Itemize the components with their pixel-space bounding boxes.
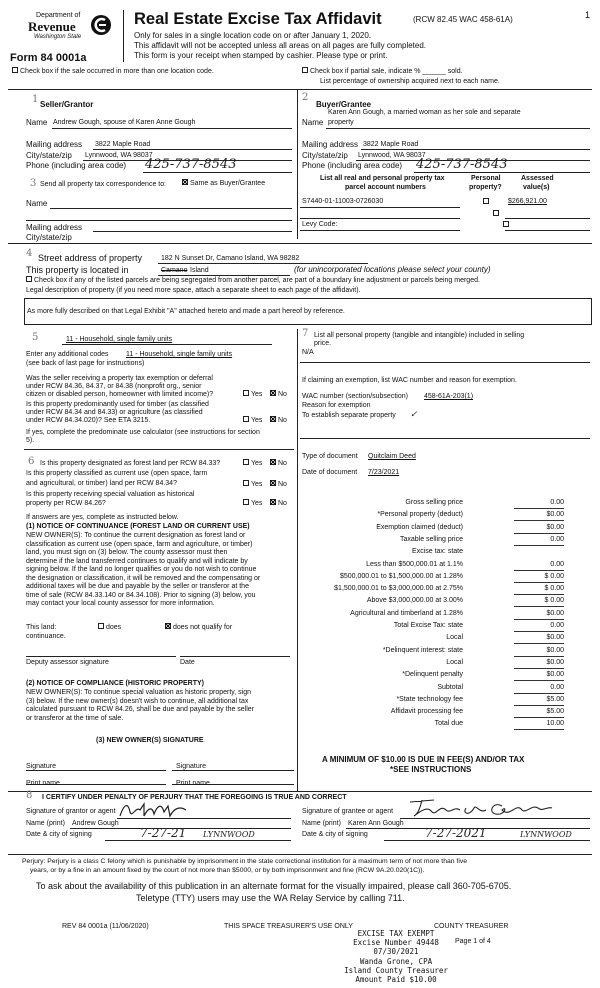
multi-location-label: Check box if the sale occurred in more than one location code.	[20, 68, 214, 75]
calc-row-value[interactable]: $ 0.00	[544, 597, 564, 605]
calc-row-value[interactable]: 0.00	[550, 683, 564, 691]
section-2-number: 2	[302, 92, 309, 103]
personal-head2: property?	[469, 184, 502, 191]
street-label: Street address of property	[38, 253, 143, 263]
assessed-head2: value(s)	[523, 184, 550, 191]
sec6-answer-note: If answers are yes, complete as instructed below.	[26, 514, 179, 521]
grantee-date-city-label: Date & city of signing	[302, 831, 368, 838]
yes-label: Yes	[251, 460, 263, 467]
multi-location-checkbox[interactable]	[12, 68, 214, 76]
same-as-buyer-checkbox[interactable]	[182, 180, 265, 188]
personal-head1: Personal	[471, 175, 501, 182]
grantor-name-label: Name (print)	[26, 820, 65, 827]
notice-line: the designation or classification, it will be removed and the compensating or	[26, 574, 261, 582]
calc-row-value[interactable]: $0.00	[546, 634, 564, 642]
seller-heading: Seller/Grantor	[40, 100, 94, 109]
form-title: Real Estate Excise Tax Affidavit	[134, 10, 382, 28]
section-3-number: 3	[30, 178, 37, 189]
calc-row-label: Taxable selling price	[399, 535, 463, 543]
notice-line: additional taxes will be due and payable by the seller or transferor at the	[26, 583, 249, 591]
calc-row-value[interactable]: $0.00	[546, 671, 564, 679]
stamp-line: EXCISE TAX EXEMPT	[357, 929, 435, 938]
buyer-name-extra: Karen Ann Gough, a married woman as her sole and separate	[328, 109, 521, 116]
seller-city-label: City/state/zip	[26, 151, 72, 160]
see-back-note: (see back of last page for instructions)	[26, 360, 145, 367]
buyer-phone-label: Phone (including area code)	[302, 161, 403, 170]
calc-row-value[interactable]: $0.00	[546, 609, 564, 617]
stamp-line: Wanda Grone, CPA	[359, 956, 433, 966]
calc-row-label: Agricultural and timberland at 1.28%	[350, 609, 463, 617]
calc-row-value[interactable]: $0.00	[546, 646, 564, 654]
form-number: Form 84 0001a	[10, 52, 87, 64]
assessed-head1: Assessed	[521, 175, 554, 182]
located-value[interactable]: Island	[190, 267, 209, 274]
section-1-number: 1	[32, 94, 39, 105]
revision-label: REV 84 0001a (11/06/2020)	[62, 923, 149, 930]
new-owner-signature-heading: (3) NEW OWNER(S) SIGNATURE	[96, 737, 204, 744]
use-code[interactable]: 11 - Household, single family units	[66, 336, 173, 343]
doc-type-label: Type of document	[302, 453, 358, 460]
buyer-mail-label: Mailing address	[302, 140, 359, 149]
rcw-reference: (RCW 82.45 WAC 458-61A)	[413, 15, 513, 24]
reason-label: Reason for exemption	[302, 402, 371, 409]
print-name-label-1: Print name	[26, 780, 60, 787]
does-not-label: does not qualify for	[173, 624, 233, 631]
perjury-line1: Perjury: Perjury is a class C felony which is punishable by imprisonment in the state correctional institution for a maximum term of not more than five	[22, 858, 468, 865]
calc-row-value[interactable]: $ 0.00	[544, 572, 564, 580]
alt-format-line1: To ask about the availability of this publication in an alternate format for the visually impaired, please call 360-705-6705.	[36, 881, 512, 891]
notice-historic-heading: (2) NOTICE OF COMPLIANCE (HISTORIC PROPERTY)	[26, 680, 204, 687]
notice-line: classification as current use (open space, farm and agriculture, or timber)	[26, 540, 253, 548]
notice-line: land, you must sign on (3) below. The county assessor must then	[26, 549, 228, 557]
revenue-logo-mark	[90, 14, 112, 36]
stamp-line: 07/30/2021	[373, 947, 419, 957]
correspondence-city-label: City/state/zip	[26, 233, 72, 242]
notice-line: or transferor at the time of sale.	[26, 714, 124, 722]
sec6-q3-yes[interactable]	[243, 500, 262, 508]
signature-label-2: Signature	[176, 763, 206, 770]
header-line2: This affidavit will not be accepted unless all areas on all pages are fully completed.	[134, 41, 427, 50]
calc-row-label: Less than $500,000.01 at 1.1%	[366, 560, 463, 568]
grantee-name[interactable]: Karen Ann Gough	[348, 820, 404, 827]
calc-row-value[interactable]: $0.00	[546, 658, 564, 666]
wac-label: WAC number (section/subsection)	[302, 393, 408, 400]
calc-row-value[interactable]: 10.00	[546, 720, 564, 728]
stamp-line: Amount Paid $10.00	[355, 975, 437, 985]
calc-row-label: Local	[446, 658, 463, 666]
notice-line: calculated pursuant to RCW 84.26, shall be due and payable by the seller	[26, 706, 255, 713]
seller-city[interactable]: Lynnwood, WA 98037	[85, 152, 153, 159]
calc-row-value[interactable]: $5.00	[546, 708, 564, 716]
street-value[interactable]: 182 N Sunset Dr, Camano Island, WA 98282	[161, 255, 300, 262]
stamp-line: Excise Number 49448	[353, 938, 439, 948]
county-treasurer-label: COUNTY TREASURER	[434, 923, 509, 930]
notice-line: NEW OWNER(S): To continue the current designation as forest land or	[26, 532, 246, 539]
doc-date-label: Date of document	[302, 469, 358, 476]
notice-line: may contact your local county assessor for more information.	[26, 600, 215, 608]
legal-description-text: As more fully described on that Legal Exhibit "A" attached hereto and made a part hereof by reference.	[27, 308, 345, 315]
does-label: does	[106, 624, 122, 631]
continuance-label: continuance.	[26, 633, 66, 640]
ownership-note: List percentage of ownership acquired next to each name.	[320, 78, 500, 85]
signature-label-1: Signature	[26, 763, 56, 770]
calc-row-label: Excise tax: state	[412, 548, 463, 556]
section-6-number: 6	[28, 456, 35, 467]
additional-codes-value[interactable]: 11 - Household, single family units	[126, 351, 233, 358]
seller-phone-label: Phone (including area code)	[26, 161, 127, 170]
dept-line2: Revenue	[28, 19, 76, 34]
notice-line: signing below. If the land no longer qualifies or you do not wish to continue	[26, 566, 257, 574]
grantor-date[interactable]: 7-27-21	[140, 826, 187, 840]
calc-row-label: $500,000.01 to $1,500,000.00 at 1.28%	[340, 572, 463, 580]
legal-description-box[interactable]	[24, 298, 592, 325]
section-7-number: 7	[302, 328, 309, 339]
personal-property-value[interactable]: N/A	[302, 349, 314, 356]
sec5-q2c: under RCW 84.34.020)? See ETA 3215.	[26, 417, 151, 424]
parcel-head1: List all real and personal property tax	[320, 175, 445, 182]
treasurer-space-label: THIS SPACE TREASURER'S USE ONLY	[224, 923, 353, 930]
sec6-q2a: Is this property classified as current use (open space, farm	[26, 470, 208, 477]
sec6-q3a: Is this property receiving special valuation as historical	[26, 491, 195, 498]
notice-line: NEW OWNER(S): To continue special valuation as historic property, sign	[26, 689, 251, 696]
grantor-name[interactable]: Andrew Gough	[72, 820, 119, 827]
personal-property-checkbox-3[interactable]	[503, 221, 509, 227]
grantee-date[interactable]: 7-27-2021	[425, 826, 487, 840]
buyer-city[interactable]: Lynnwood, WA 98037	[358, 152, 426, 159]
header-line3: This form is your receipt when stamped by cashier. Please type or print.	[134, 51, 388, 60]
sec6-q1-yes[interactable]	[243, 460, 262, 468]
calc-row-label: *Personal property (deduct)	[377, 511, 463, 519]
sec5-q1a: Was the seller receiving a property tax exemption or deferral	[26, 375, 213, 382]
minimum-due-note: A MINIMUM OF $10.00 IS DUE IN FEE(S) AND/OR TAX	[322, 755, 525, 764]
check-mark-icon: ✓	[410, 410, 418, 420]
yes-label: Yes	[251, 481, 263, 488]
seller-phone[interactable]: 425-737-8543	[145, 157, 237, 172]
sec6-q2-no[interactable]	[270, 481, 287, 489]
calc-row-label: Local	[446, 634, 463, 642]
doc-date-value[interactable]: 7/23/2021	[368, 469, 400, 476]
grantor-city[interactable]: LYNNWOOD	[203, 830, 255, 839]
calc-row-value[interactable]: $ 0.00	[544, 585, 564, 593]
exemption-label: If claiming an exemption, list WAC number and reason for exemption.	[302, 377, 517, 384]
unincorporated-note: (for unincorporated locations please select your county)	[294, 265, 491, 274]
calc-row-value[interactable]: 0.00	[550, 535, 564, 543]
grantee-city[interactable]: LYNNWOOD	[520, 830, 572, 839]
segregated-label: Check box if any of the listed parcels are being segregated from another parcel, are part of a boundary line adjustment or parcels being merged.	[34, 277, 480, 284]
sec6-q1: Is this property designated as forest land per RCW 84.33?	[40, 460, 221, 467]
buyer-phone[interactable]: 425-737-8543	[416, 157, 508, 172]
section-8-number: 8	[26, 790, 33, 801]
calc-row-value[interactable]: $5.00	[546, 695, 564, 703]
personal-property-checkbox-2[interactable]	[493, 210, 499, 216]
calc-row-label: *Delinquent penalty	[402, 671, 463, 679]
corner-mark: 1	[585, 10, 591, 20]
sec5-q1c: citizen or disabled person, homeowner with limited income)?	[26, 391, 214, 398]
grantor-signature[interactable]	[118, 800, 188, 820]
perjury-line2: years, or by a fine in an amount fixed by the court of not more than $5000, or by both imprisonment and fine (RCW 9A.20.020(1C)).	[30, 867, 425, 874]
buyer-name-label: Name	[302, 118, 324, 127]
segregated-checkbox[interactable]	[26, 277, 586, 285]
sec5-q3b: 5).	[26, 437, 35, 444]
sec6-q3-no[interactable]	[270, 500, 287, 508]
notice-line: determine if the land transferred continues to qualify and will indicate by	[26, 557, 248, 565]
grantee-sig-label: Signature of grantee or agent	[302, 808, 394, 815]
notice-continuance-body	[26, 532, 260, 609]
sec5-q3a: If yes, complete the predominate use calculator (see instructions for section	[26, 429, 260, 436]
no-label: No	[278, 417, 287, 424]
legal-description-label: Legal description of property (if you need more space, attach a separate sheet to each page of the affidavit).	[26, 287, 361, 294]
sec6-q3b: property per RCW 84.26?	[26, 500, 106, 507]
sold-label: sold.	[447, 68, 463, 75]
seller-mail[interactable]: 3822 Maple Road	[95, 141, 151, 148]
doc-type-value[interactable]: Quitclaim Deed	[368, 453, 416, 460]
same-as-buyer-label: Same as Buyer/Grantee	[190, 180, 266, 187]
no-label: No	[278, 460, 287, 467]
grantor-sig-label: Signature of grantor or agent	[26, 808, 116, 815]
notice-line: (3) below. If the new owner(s) doesn't wish to continue, all additional tax	[26, 697, 249, 705]
located-strike[interactable]: Camano	[161, 267, 188, 274]
yes-label: Yes	[251, 417, 263, 424]
grantee-signature[interactable]	[406, 796, 556, 820]
deputy-signature-label: Deputy assessor signature	[26, 659, 109, 666]
calc-row-label: Exemption claimed (deduct)	[376, 523, 463, 531]
sec5-q2-no[interactable]	[270, 417, 287, 425]
sec5-q1-yes[interactable]	[243, 391, 262, 399]
calc-row-label: Total Excise Tax: state	[393, 622, 463, 629]
print-name-label-2: Print name	[176, 780, 210, 787]
sec6-q2-yes[interactable]	[243, 481, 262, 489]
seller-name[interactable]: Andrew Gough, spouse of Karen Anne Gough	[53, 119, 196, 126]
stamp-line: Island County Treasurer	[344, 965, 448, 975]
page-number: Page 1 of 4	[455, 938, 491, 945]
buyer-city-label: City/state/zip	[302, 151, 348, 160]
no-label: No	[278, 481, 287, 488]
buyer-name[interactable]: property	[328, 119, 354, 126]
does-not-checkbox[interactable]	[165, 624, 232, 632]
certify-statement: I CERTIFY UNDER PENALTY OF PERJURY THAT THE FOREGOING IS TRUE AND CORRECT	[42, 794, 347, 801]
no-label: No	[278, 391, 287, 398]
dept-line3: Washington State	[34, 34, 82, 40]
grantor-date-city-label: Date & city of signing	[26, 831, 92, 838]
notice-continuance-heading: (1) NOTICE OF CONTINUANCE (FOREST LAND OR CURRENT USE)	[26, 523, 250, 530]
this-land-label: This land:	[26, 624, 57, 631]
parcel-number[interactable]: S7440-01-11003-0726030	[302, 198, 384, 205]
deputy-date-label: Date	[180, 659, 195, 666]
sec6-q2b: and agricultural, or timber) land per RCW 84.34?	[26, 480, 177, 487]
see-instructions-note: *SEE INSTRUCTIONS	[390, 765, 472, 774]
correspondence-mail-label: Mailing address	[26, 223, 83, 232]
alt-format-line2: Teletype (TTY) users may use the WA Relay Service by calling 711.	[136, 893, 405, 903]
calc-row-label: $1,500,000.01 to $3,000,000.00 at 2.75%	[334, 585, 463, 593]
calc-row-label: Subtotal	[437, 683, 463, 691]
calc-row-label: Affidavit processing fee	[390, 708, 463, 716]
correspondence-label: Send all property tax correspondence to:	[40, 181, 167, 188]
partial-sale-label: Check box if partial sale, indicate %	[310, 68, 421, 75]
seller-mail-label: Mailing address	[26, 140, 83, 149]
personal-property-line1: List all personal property (tangible and intangible) included in selling	[314, 332, 525, 339]
sec6-q1-no[interactable]	[270, 460, 287, 468]
assessed-value[interactable]: $266,921.00	[508, 198, 547, 205]
calc-row-label: Above $3,000,000.00 at 3.00%	[366, 597, 463, 605]
parcel-head2: parcel account numbers	[345, 184, 426, 191]
notice-line: time of sale (RCW 84.33.140 or 84.34.108). Prior to signing (3) below, you	[26, 591, 256, 599]
no-label: No	[278, 500, 287, 507]
section-4-number: 4	[26, 248, 33, 259]
calc-row-label: Total due	[434, 720, 463, 728]
calc-row-label: Gross selling price	[405, 499, 463, 506]
seller-name-label: Name	[26, 118, 48, 127]
calc-row-value[interactable]: $0.00	[546, 511, 564, 519]
section-5-number: 5	[32, 332, 39, 343]
levy-code-label: Levy Code:	[302, 221, 338, 228]
calc-row-value[interactable]: 0.00	[550, 499, 564, 506]
sec5-q1-no[interactable]	[270, 391, 287, 399]
sec5-q2b: under RCW 84.34 and 84.33) or agriculture (as classified	[26, 409, 203, 416]
calc-row-label: *Delinquent interest: state	[382, 646, 463, 654]
buyer-mail[interactable]: 3822 Maple Road	[363, 141, 419, 148]
notice-historic-body	[26, 689, 254, 723]
sec5-q1b: under RCW 84.36, 84.37, or 84.38 (nonprofit org., senior	[26, 383, 202, 390]
sec5-q2-yes[interactable]	[243, 417, 262, 425]
treasurer-stamp	[336, 929, 456, 984]
does-checkbox[interactable]	[98, 624, 121, 632]
additional-codes-label: Enter any additional codes	[26, 351, 109, 358]
yes-label: Yes	[251, 391, 263, 398]
correspondence-name-label: Name	[26, 199, 48, 208]
reason-value[interactable]: To establish separate property	[302, 412, 396, 419]
calc-row-value[interactable]: $0.00	[546, 523, 564, 531]
partial-sale-checkbox[interactable]: Check box if partial sale, indicate % ______ sold.	[302, 68, 463, 76]
calc-row-label: *State technology fee	[396, 695, 463, 703]
personal-property-checkbox-1[interactable]	[483, 198, 489, 204]
buyer-heading: Buyer/Grantee	[316, 100, 372, 109]
wac-value[interactable]: 458-61A-203(1)	[424, 393, 474, 400]
grantee-name-label: Name (print)	[302, 820, 341, 827]
calc-row-value[interactable]: 0.00	[550, 622, 564, 629]
yes-label: Yes	[251, 500, 263, 507]
dept-line1: Department of	[36, 12, 81, 19]
sec5-q2a: Is this property predominantly used for timber (as classified	[26, 401, 209, 408]
personal-property-line2: price.	[314, 340, 332, 347]
header-line1: Only for sales in a single location code on or after January 1, 2020.	[134, 31, 372, 40]
revenue-logo	[14, 12, 118, 52]
calc-row-value[interactable]: 0.00	[550, 560, 564, 568]
located-label: This property is located in	[26, 265, 129, 275]
